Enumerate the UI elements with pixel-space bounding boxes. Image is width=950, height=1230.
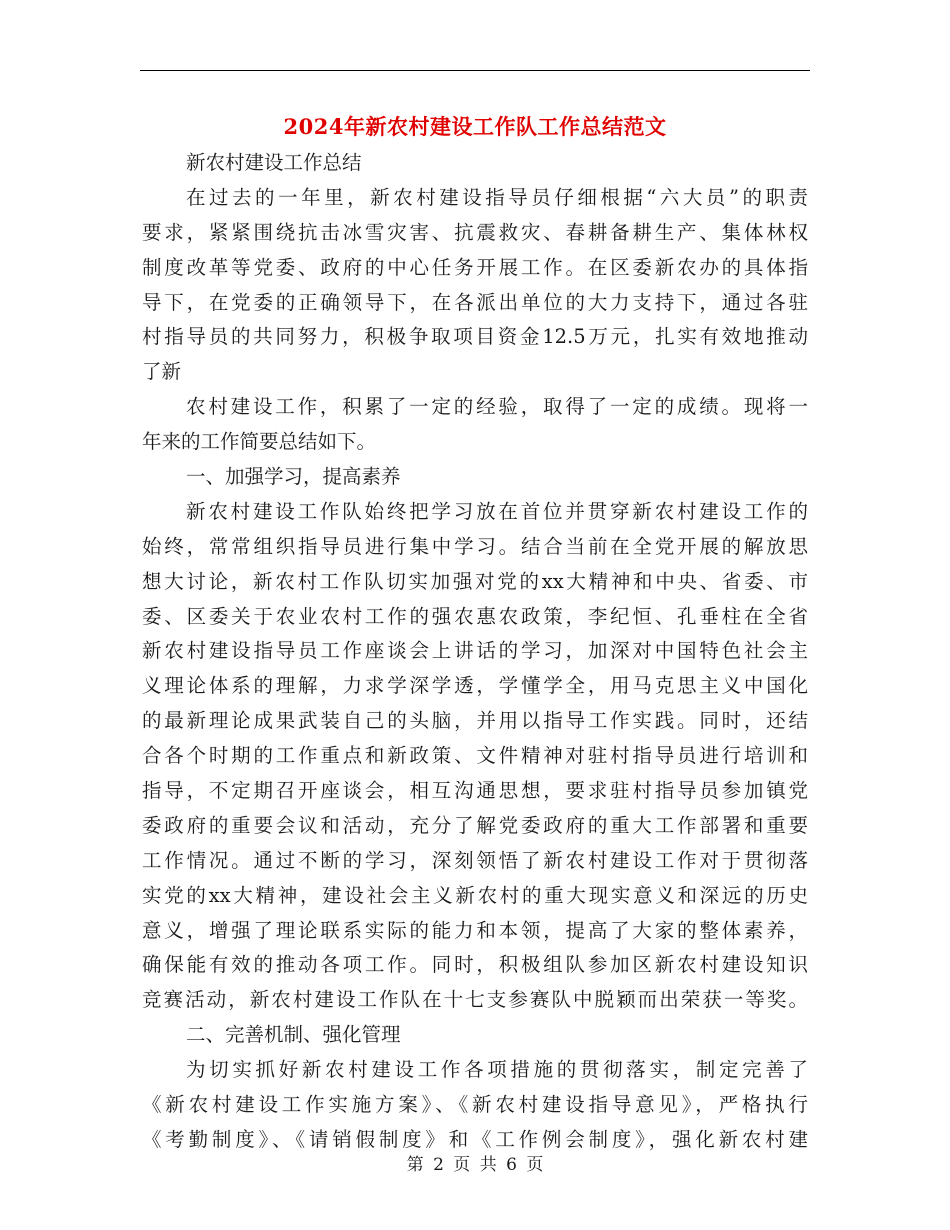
paragraph-line: 村指导员的共同努力，积极争取项目资金12.5万元，扎实有效地推动	[142, 325, 808, 349]
paragraph-line: 了新	[142, 360, 182, 384]
paragraph-line: 为切实抓好新农村建设工作各项措施的贯彻落实，制定完善了	[186, 1058, 808, 1082]
paragraph-line: 义理论体系的理解，力求学深学透，学懂学全，用马克思主义中国化	[142, 674, 808, 698]
header-rule	[140, 70, 810, 71]
paragraph-line: 委政府的重要会议和活动，充分了解党委政府的重大工作部署和重要	[142, 813, 808, 837]
document-title: 2024年新农村建设工作队工作总结范文	[283, 114, 667, 139]
paragraph-line: 意义，增强了理论联系实际的能力和本领，提高了大家的整体素养，	[142, 918, 808, 942]
paragraph-line: 委、区委关于农业农村工作的强农惠农政策，李纪恒、孔垂柱在全省	[142, 604, 808, 628]
paragraph-line: 制度改革等党委、政府的中心任务开展工作。在区委新农办的具体指	[142, 255, 808, 279]
paragraph-line: 年来的工作简要总结如下。	[142, 430, 377, 454]
paragraph-line: 《考勤制度》、《请销假制度》和《工作例会制度》，强化新农村建	[142, 1127, 808, 1151]
paragraph-line: 在过去的一年里，新农村建设指导员仔细根据“六大员”的职责	[186, 185, 808, 209]
document-body	[142, 146, 808, 1158]
paragraph-line: 想大讨论，新农村工作队切实加强对党的xx大精神和中央、省委、市	[142, 569, 808, 593]
paragraph-line: 的最新理论成果武装自己的头脑，并用以指导工作实践。同时，还结	[142, 709, 808, 733]
paragraph-line: 新农村建设指导员工作座谈会上讲话的学习，加深对中国特色社会主	[142, 639, 808, 663]
paragraph-line: 指导，不定期召开座谈会，相互沟通思想，要求驻村指导员参加镇党	[142, 779, 808, 803]
paragraph-line: 农村建设工作，积累了一定的经验，取得了一定的成绩。现将一	[186, 395, 808, 419]
page-number-footer: 第 2 页 共 6 页	[406, 1155, 544, 1175]
paragraph-line: 《新农村建设工作实施方案》、《新农村建设指导意见》，严格执行	[142, 1093, 808, 1117]
paragraph-line: 要求，紧紧围绕抗击冰雪灾害、抗震救灾、春耕备耕生产、集体林权	[142, 220, 808, 244]
paragraph-line: 竞赛活动，新农村建设工作队在十七支参赛队中脱颖而出荣获一等奖。	[142, 988, 808, 1012]
paragraph-line: 合各个时期的工作重点和新政策、文件精神对驻村指导员进行培训和	[142, 744, 808, 768]
paragraph-line: 新农村建设工作总结	[186, 151, 362, 174]
section-heading: 二、完善机制、强化管理	[186, 1023, 401, 1047]
paragraph-line: 确保能有效的推动各项工作。同时，积极组队参加区新农村建设知识	[142, 953, 808, 977]
paragraph-line: 始终，常常组织指导员进行集中学习。结合当前在全党开展的解放思	[142, 534, 808, 558]
paragraph-line: 实党的xx大精神，建设社会主义新农村的重大现实意义和深远的历史	[142, 883, 808, 907]
paragraph-line: 导下，在党委的正确领导下，在各派出单位的大力支持下，通过各驻	[142, 290, 808, 314]
section-heading: 一、加强学习，提高素养	[186, 465, 401, 489]
paragraph-line: 新农村建设工作队始终把学习放在首位并贯穿新农村建设工作的	[186, 499, 808, 523]
paragraph-line: 工作情况。通过不断的学习，深刻领悟了新农村建设工作对于贯彻落	[142, 848, 808, 872]
